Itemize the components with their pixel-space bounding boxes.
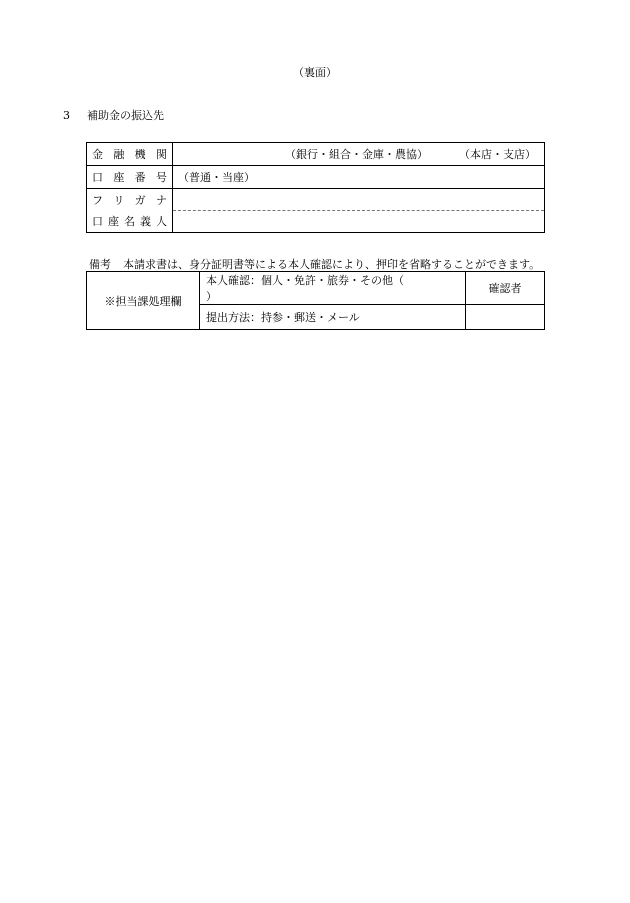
section-title-text: 補助金の振込先 (87, 109, 164, 122)
confirmer-stamp-field[interactable] (466, 305, 545, 330)
bank-transfer-table (86, 142, 545, 233)
furigana-row (87, 189, 545, 211)
label-char: 融 (113, 148, 125, 161)
office-use-table (86, 271, 545, 330)
remarks-label: 備考 (89, 258, 111, 271)
account-type-options: （普通・当座） (178, 171, 255, 184)
label-char: 関 (155, 148, 167, 161)
account-holder-field[interactable] (173, 211, 545, 233)
office-row-1 (87, 272, 545, 305)
section-title (63, 107, 164, 123)
office-use-header: ※担当課処理欄 (87, 272, 200, 330)
account-number-row (87, 166, 545, 189)
label-char: 金 (92, 148, 103, 161)
account-number-label (87, 166, 173, 189)
label-char: 口 (92, 215, 103, 229)
furigana-field[interactable] (173, 189, 545, 211)
label-char: 番 (134, 171, 146, 184)
account-holder-label (87, 211, 173, 233)
submission-method-cell[interactable] (200, 305, 466, 330)
confirmer-label: 確認者 (466, 272, 545, 305)
label-char: 機 (134, 148, 146, 161)
remarks-text: 本請求書は、身分証明書等による本人確認により、押印を省略することができます。 (123, 258, 541, 271)
identity-check-cell[interactable] (200, 272, 466, 305)
label-char: 名 (124, 215, 135, 229)
label-char: 座 (108, 215, 119, 229)
label-char: リ (113, 193, 125, 207)
label-char: 座 (113, 171, 125, 184)
label-char: フ (92, 193, 103, 207)
label-char: 人 (156, 215, 167, 229)
institution-type-options: （銀行・組合・金庫・農協） (285, 148, 428, 161)
identity-check-close: ） (206, 290, 217, 303)
identity-check-text: 本人確認：個人・免許・旅券・その他（ (206, 274, 404, 287)
label-char: 義 (140, 215, 151, 229)
label-char: 口 (92, 171, 103, 184)
account-holder-row (87, 211, 545, 233)
submission-method-text: 提出方法：持参・郵送・メール (206, 311, 360, 324)
financial-institution-label (87, 143, 173, 166)
financial-institution-field[interactable] (173, 143, 545, 166)
section-number: 3 (63, 109, 70, 122)
page-header-reverse-side: （裏面） (293, 66, 337, 79)
furigana-label (87, 189, 173, 211)
label-char: ガ (134, 193, 146, 207)
label-char: 号 (155, 171, 167, 184)
label-char: ナ (155, 193, 167, 207)
account-number-field[interactable] (173, 166, 545, 189)
remarks-note (89, 256, 540, 272)
financial-institution-row (87, 143, 545, 166)
branch-type-options: （本店・支店） (459, 148, 536, 161)
